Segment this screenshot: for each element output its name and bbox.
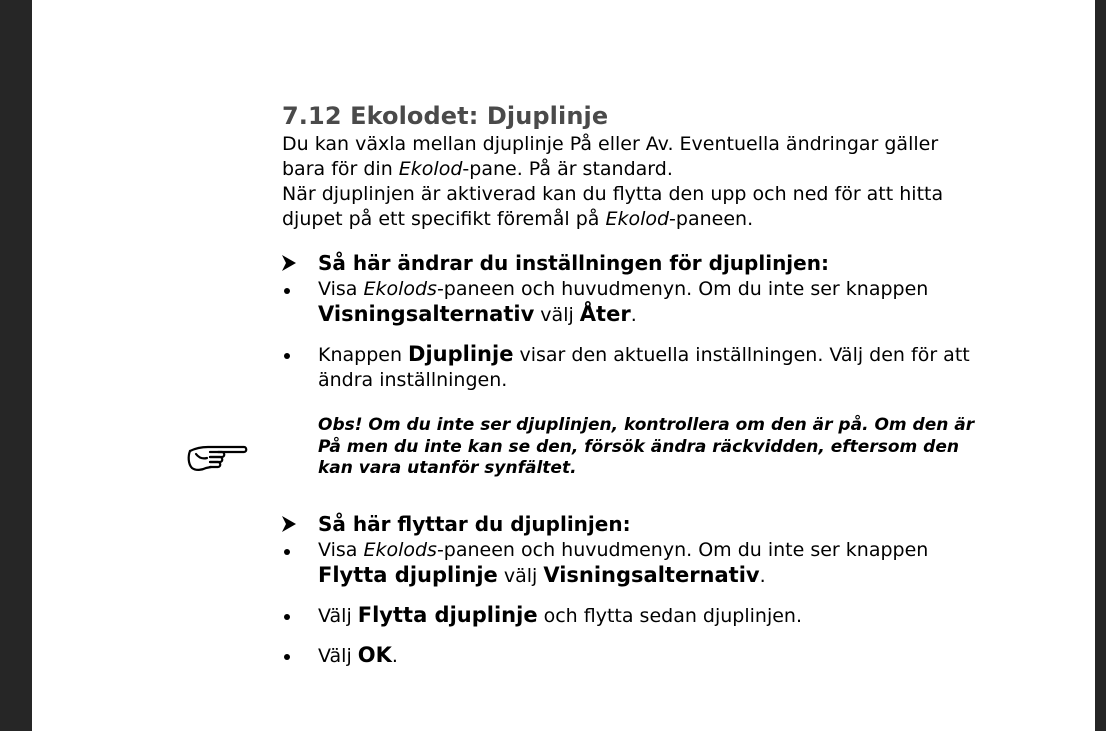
procedure-1-steps	[282, 277, 982, 393]
list-item	[282, 538, 982, 589]
text-run: -paneen.	[669, 208, 754, 230]
list-item	[282, 342, 982, 393]
procedure-heading-1	[282, 249, 982, 277]
note-text: Obs! Om du inte ser djuplinjen, kontrollera om den är på. Om den är På men du inte kan se den, försök ändra räckvidden, eftersom den kan vara utanför synfältet.	[318, 415, 975, 478]
arrowhead-icon	[282, 255, 296, 271]
button-name: Visningsalternativ	[543, 562, 760, 587]
text-run: .	[391, 644, 398, 667]
italic-term: Ekolod	[398, 158, 463, 180]
procedure-heading-2	[282, 510, 982, 538]
list-item	[282, 277, 982, 328]
italic-term: Ekolod	[605, 208, 670, 230]
procedure-heading-text: Så här ändrar du inställningen för djuplinjen:	[318, 251, 829, 275]
arrowhead-icon	[282, 516, 296, 532]
button-name: Visningsalternativ	[318, 302, 535, 326]
text-run: -paneen och huvudmenyn. Om du inte ser knappen	[436, 278, 929, 300]
intro-paragraph-2	[282, 182, 982, 232]
section-content	[282, 100, 982, 669]
text-run: Visa	[318, 278, 364, 300]
text-run: Välj	[318, 644, 358, 667]
text-run: Välj	[318, 604, 358, 627]
intro-paragraph-1	[282, 132, 982, 182]
text-run: välj	[497, 564, 544, 587]
button-name: Åter	[579, 302, 631, 326]
button-name: Flytta djuplinje	[318, 562, 498, 587]
text-run: Visa	[318, 538, 364, 561]
text-run: visar den aktuella inställningen. Välj den för att ändra inställningen.	[318, 344, 970, 391]
text-run: .	[759, 564, 766, 587]
text-run: -pane. På är standard.	[462, 158, 673, 180]
list-item	[282, 643, 982, 669]
pointing-hand-icon	[186, 440, 248, 476]
italic-term: Ekolods	[363, 278, 437, 300]
button-name: Djuplinje	[408, 342, 514, 366]
text-run: och flytta sedan djuplinjen.	[537, 604, 803, 627]
procedure-heading-text: Så här flyttar du djuplinjen:	[318, 511, 631, 536]
button-name: Flytta djuplinje	[357, 602, 538, 627]
text-run: välj	[534, 304, 580, 326]
procedure-2-steps	[282, 538, 982, 669]
text-run: -paneen och huvudmenyn. Om du inte ser knappen	[436, 538, 929, 561]
document-page	[32, 0, 1095, 731]
text-run: När djuplinjen är aktiverad kan du flytta den upp och ned för att hitta djupet på ett specifikt föremål på	[282, 183, 944, 230]
text-run: .	[630, 304, 637, 326]
list-item	[282, 603, 982, 629]
text-run: Du kan växla mellan djuplinje På eller Av. Eventuella ändringar gäller bara för din	[282, 133, 939, 180]
section-title: 7.12 Ekolodet: Djuplinje	[282, 102, 609, 130]
button-name: OK	[357, 642, 392, 667]
italic-term: Ekolods	[363, 538, 437, 561]
text-run: Knappen	[318, 344, 409, 366]
